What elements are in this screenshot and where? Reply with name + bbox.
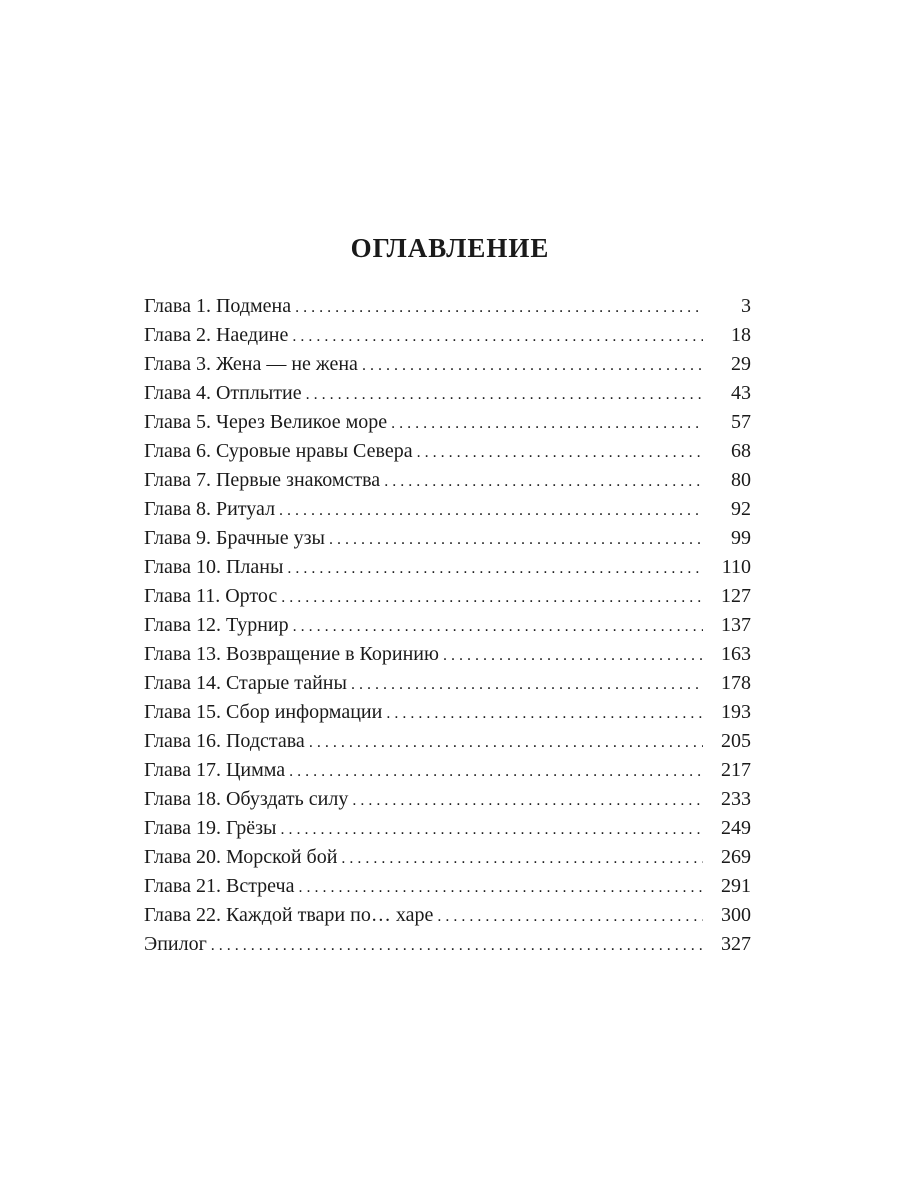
dot-leader — [384, 466, 703, 495]
dot-leader — [293, 611, 703, 640]
toc-entry-label: Глава 7. Первые знакомства — [144, 469, 381, 491]
toc-entry-page-number: 137 — [721, 614, 751, 636]
toc-entry-label: Глава 4. Отплытие — [144, 382, 302, 404]
dot-leader — [443, 640, 703, 669]
toc-entry-page-number: 127 — [721, 585, 751, 607]
toc-entry — [144, 872, 751, 901]
dot-leader — [309, 727, 703, 756]
toc-entry-page-number: 29 — [731, 353, 751, 375]
toc-entry — [144, 698, 751, 727]
toc-entry-page-number: 80 — [731, 469, 751, 491]
toc-entry — [144, 785, 751, 814]
toc-entry-page-number: 110 — [721, 556, 751, 578]
dot-leader — [299, 872, 704, 901]
toc-entry-label: Глава 16. Подстава — [144, 730, 305, 752]
toc-entry — [144, 292, 751, 321]
toc-entry-label: Глава 22. Каждой твари по… харе — [144, 904, 434, 926]
toc-entry-label: Глава 2. Наедине — [144, 324, 289, 346]
toc-list — [144, 292, 751, 959]
toc-entry-page-number: 57 — [731, 411, 751, 433]
toc-entry-label: Глава 12. Турнир — [144, 614, 289, 636]
toc-entry — [144, 582, 751, 611]
toc-entry-page-number: 291 — [721, 875, 751, 897]
dot-leader — [292, 321, 703, 350]
dot-leader — [295, 292, 703, 321]
toc-entry — [144, 408, 751, 437]
toc-entry — [144, 611, 751, 640]
toc-entry-page-number: 233 — [721, 788, 751, 810]
toc-entry — [144, 437, 751, 466]
toc-entry-label: Глава 20. Морской бой — [144, 846, 338, 868]
dot-leader — [329, 524, 703, 553]
toc-entry-page-number: 178 — [721, 672, 751, 694]
toc-entry-label: Глава 17. Цимма — [144, 759, 286, 781]
toc-title: ОГЛАВЛЕНИЕ — [350, 233, 550, 263]
dot-leader — [391, 408, 703, 437]
toc-entry-label: Глава 9. Брачные узы — [144, 527, 325, 549]
toc-entry-page-number: 269 — [721, 846, 751, 868]
toc-entry-page-number: 193 — [721, 701, 751, 723]
toc-entry-page-number: 43 — [731, 382, 751, 404]
dot-leader — [279, 495, 703, 524]
toc-entry — [144, 466, 751, 495]
toc-entry-page-number: 300 — [721, 904, 751, 926]
toc-entry-label: Глава 11. Ортос — [144, 585, 278, 607]
toc-entry — [144, 640, 751, 669]
dot-leader — [386, 698, 703, 727]
toc-entry — [144, 727, 751, 756]
toc-entry-label: Глава 5. Через Великое море — [144, 411, 388, 433]
dot-leader — [306, 379, 703, 408]
dot-leader — [352, 785, 703, 814]
toc-entry-page-number: 327 — [721, 933, 751, 955]
toc-entry — [144, 756, 751, 785]
dot-leader — [437, 901, 703, 930]
toc-entry-label: Эпилог — [144, 933, 207, 955]
toc-entry-page-number: 99 — [731, 527, 751, 549]
toc-entry-label: Глава 19. Грёзы — [144, 817, 277, 839]
toc-entry — [144, 495, 751, 524]
toc-entry-page-number: 205 — [721, 730, 751, 752]
toc-entry-page-number: 18 — [731, 324, 751, 346]
dot-leader — [211, 930, 703, 959]
toc-entry — [144, 524, 751, 553]
toc-entry-label: Глава 13. Возвращение в Коринию — [144, 643, 439, 665]
toc-entry-label: Глава 6. Суровые нравы Севера — [144, 440, 413, 462]
dot-leader — [362, 350, 703, 379]
toc-entry-label: Глава 18. Обуздать силу — [144, 788, 349, 810]
dot-leader — [281, 582, 703, 611]
toc-entry — [144, 350, 751, 379]
dot-leader — [417, 437, 703, 466]
toc-entry-page-number: 163 — [721, 643, 751, 665]
toc-entry — [144, 930, 751, 959]
toc-entry — [144, 321, 751, 350]
dot-leader — [289, 756, 703, 785]
toc-entry — [144, 843, 751, 872]
toc-entry-label: Глава 10. Планы — [144, 556, 284, 578]
toc-entry — [144, 553, 751, 582]
toc-entry-label: Глава 15. Сбор информации — [144, 701, 383, 723]
toc-entry-label: Глава 1. Подмена — [144, 295, 292, 317]
toc-entry-page-number: 217 — [721, 759, 751, 781]
dot-leader — [341, 843, 703, 872]
dot-leader — [281, 814, 704, 843]
toc-entry-page-number: 92 — [731, 498, 751, 520]
toc-entry-label: Глава 14. Старые тайны — [144, 672, 347, 694]
toc-entry-label: Глава 8. Ритуал — [144, 498, 276, 520]
toc-entry-page-number: 68 — [731, 440, 751, 462]
toc-entry — [144, 379, 751, 408]
toc-entry-page-number: 3 — [741, 295, 751, 317]
toc-entry-label: Глава 3. Жена — не жена — [144, 353, 358, 375]
toc-entry-page-number: 249 — [721, 817, 751, 839]
toc-entry-label: Глава 21. Встреча — [144, 875, 295, 897]
dot-leader — [351, 669, 703, 698]
dot-leader — [287, 553, 703, 582]
toc-entry — [144, 814, 751, 843]
toc-entry — [144, 669, 751, 698]
toc-entry — [144, 901, 751, 930]
